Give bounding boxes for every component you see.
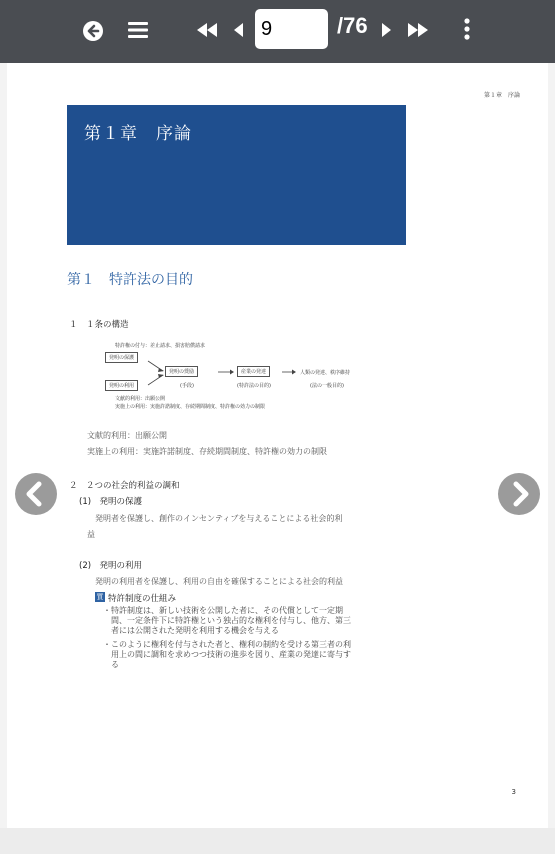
back-icon[interactable]: [81, 19, 105, 43]
diagram-box-industry: 産業の発達: [237, 366, 270, 377]
structure-diagram: [95, 338, 395, 418]
menu-icon[interactable]: [126, 17, 150, 43]
more-icon[interactable]: [460, 16, 474, 42]
chevron-right-icon: [498, 473, 540, 515]
first-page-icon[interactable]: [196, 20, 218, 40]
use-text: 発明の利用者を保護し、利用の自由を確保することによる社会的利益: [95, 577, 343, 586]
note-title: 特許制度の仕組み: [108, 594, 177, 604]
subheading-use: (2) 発明の利用: [79, 561, 143, 571]
next-page-icon[interactable]: [380, 20, 392, 40]
bottom-bar: [0, 828, 555, 854]
heading-harmony: ２ ２つの社会的利益の調和: [69, 481, 180, 491]
running-head: 第１章 序論: [483, 92, 520, 99]
next-page-arrow[interactable]: [498, 473, 540, 515]
document-viewer[interactable]: [0, 63, 555, 828]
diagram-goal: 人類の発達、秩序維持: [300, 370, 351, 376]
chevron-left-icon: [15, 473, 57, 515]
diagram-box-protect: 発明の保護: [105, 352, 138, 363]
bullet-1-line-1: ・特許制度は、新しい技術を公開した者に、その代償として一定期: [103, 606, 343, 615]
prev-page-icon[interactable]: [232, 20, 244, 40]
diagram-bottom-line1: 文献的利用：出願公開: [115, 396, 166, 402]
diagram-box-use: 発明の利用: [105, 380, 138, 391]
prev-page-arrow[interactable]: [15, 473, 57, 515]
diagram-caption-purpose: (特許法の目的): [237, 383, 271, 389]
total-pages-label: /76: [337, 13, 368, 38]
protection-text-line2: 益: [87, 530, 95, 539]
note-icon: 質: [96, 593, 104, 601]
bullet-2-line-3: る: [111, 660, 119, 669]
page-number-input[interactable]: 9: [255, 9, 328, 49]
diagram-bottom-line2: 実施上の利用：実施許諾制度、存続期間制度、特許権の効力の制限: [115, 404, 266, 410]
bullet-2-line-2: 用上の間に調和を求めつつ技術の進歩を図り、産業の発達に寄与す: [111, 650, 351, 659]
practical-use-text: 実施上の利用：実施許諾制度、存続期間制度、特許権の効力の制限: [87, 447, 327, 456]
diagram-top-label: 特許権の付与：差止請求、損害賠償請求: [115, 343, 206, 349]
document-page: [7, 63, 548, 828]
heading-structure: １ １条の構造: [69, 320, 129, 330]
diagram-box-encourage: 発明の奨励: [165, 366, 198, 377]
protection-text-line1: 発明者を保護し、創作のインセンティブを与えることによる社会的利: [95, 514, 343, 523]
section-title: 第１ 特許法の目的: [67, 272, 193, 288]
toolbar: [0, 0, 555, 63]
diagram-caption-means: (手段): [180, 383, 194, 389]
chapter-banner: [67, 105, 406, 245]
diagram-caption-general: (法の一般目的): [310, 383, 344, 389]
literature-use-text: 文献的利用：出願公開: [87, 431, 167, 440]
last-page-icon[interactable]: [407, 20, 429, 40]
bullet-1-line-3: 者には公開された発明を利用する機会を与える: [111, 626, 279, 635]
bullet-1-line-2: 間、一定条件下に特許権という独占的な権利を付与し、他方、第三: [111, 616, 351, 625]
subheading-protection: (1) 発明の保護: [79, 497, 143, 507]
chapter-title: 第１章 序論: [84, 124, 192, 144]
bullet-2-line-1: ・このように権利を付与された者と、権利の制約を受ける第三者の利: [103, 640, 351, 649]
page-number: 3: [511, 788, 516, 796]
